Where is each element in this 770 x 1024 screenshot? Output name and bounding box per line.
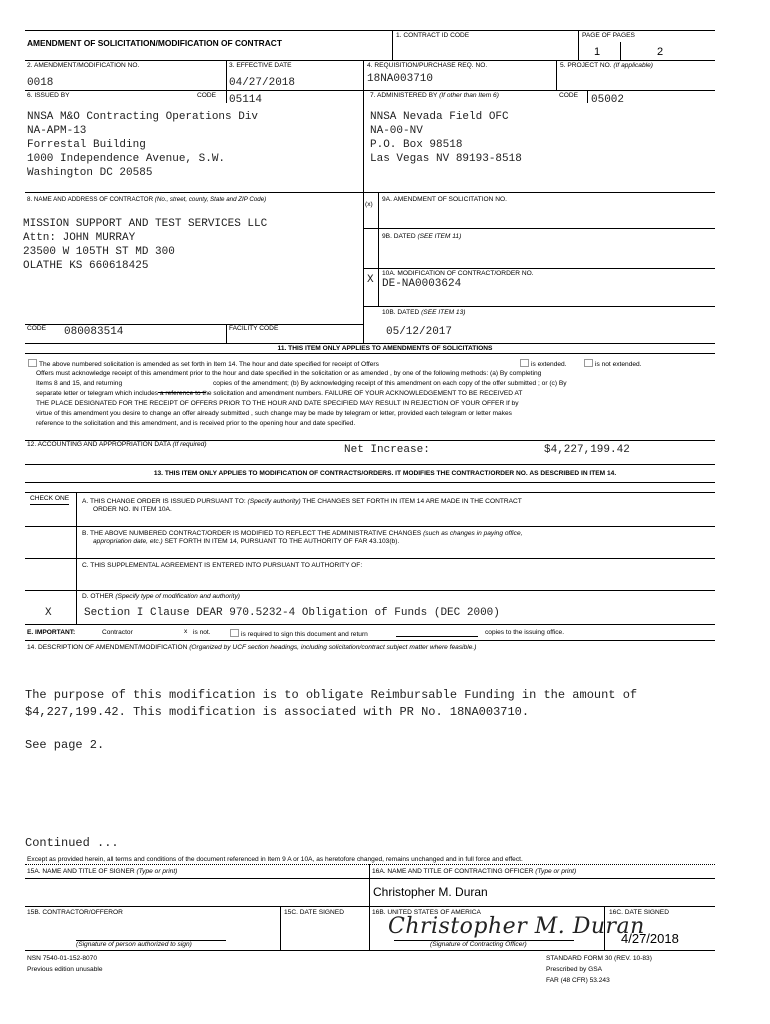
- rule: [25, 558, 715, 559]
- item11-heading: 11. THIS ITEM ONLY APPLIES TO AMENDMENTS OF SOLICITATIONS: [277, 345, 493, 352]
- rule: [25, 192, 715, 193]
- amendment-no-value: 0018: [27, 77, 54, 89]
- page-total: 2: [657, 46, 664, 58]
- rule: [396, 636, 478, 637]
- rule: [25, 343, 715, 344]
- item11-line6: virtue of this amendment you desire to change an offer already submitted , such change may be made by telegram or letter, provided each telegram or letter makes: [36, 410, 512, 417]
- rule: [587, 90, 588, 103]
- effective-date-label: 3. EFFECTIVE DATE: [229, 62, 292, 69]
- checkbox[interactable]: [230, 629, 239, 637]
- item11-line3a: Items 8 and 15, and returning: [36, 380, 123, 387]
- item13-heading: 13. THIS ITEM ONLY APPLIES TO MODIFICATION OF CONTRACTS/ORDERS. IT MODIFIES THE CONTRACT/ORDER NO. AS DESCRIBED IN ITEM 14.: [153, 470, 617, 477]
- admin-code-label: CODE: [559, 92, 579, 99]
- item13-d-check-mark: X: [45, 607, 52, 619]
- amendment-no-label: 2. AMENDMENT/MODIFICATION NO.: [27, 62, 140, 69]
- modification-dated-value: 05/12/2017: [386, 326, 453, 338]
- rule: [25, 482, 715, 483]
- signer-name-label: 15A. NAME AND TITLE OF SIGNER (Type or print): [27, 868, 178, 875]
- solicitation-no-label: 9A. AMENDMENT OF SOLICITATION NO.: [382, 196, 507, 203]
- rule: [25, 624, 715, 625]
- check-one-label: CHECK ONE: [30, 495, 69, 505]
- description-label: 14. DESCRIPTION OF AMENDMENT/MODIFICATION (Organized by UCF section headings, including solicitation/contract subject matter where feasible.): [27, 644, 477, 651]
- modification-check-mark: X: [367, 274, 374, 286]
- contractor-offeror-label: 15B. CONTRACTOR/OFFEROR: [27, 909, 123, 916]
- address-line: Attn: JOHN MURRAY: [23, 232, 136, 244]
- rule: [556, 60, 557, 90]
- rule: [226, 90, 227, 103]
- rule: [25, 950, 715, 951]
- address-line: Washington DC 20585: [27, 167, 153, 179]
- address-line: NA-APM-13: [27, 125, 87, 137]
- officer-signature-caption: (Signature of Contracting Officer): [430, 941, 527, 948]
- officer-signature: Christopher M. Duran: [388, 914, 645, 939]
- item13-a: A. THIS CHANGE ORDER IS ISSUED PURSUANT TO: (Specify authority) THE CHANGES SET FORTH IN ITEM 14 ARE MADE IN THE CONTRACT: [82, 498, 522, 505]
- item11-line1: The above numbered solicitation is amended as set forth in Item 14. The hour and date specified for receipt of Offers: [28, 359, 379, 370]
- address-line: NA-00-NV: [370, 125, 423, 137]
- administered-by-address: [370, 110, 522, 166]
- contractor-code-label: CODE: [27, 325, 47, 332]
- rule: [25, 464, 715, 465]
- rule: [369, 864, 370, 950]
- x-column-label: (x): [365, 201, 373, 208]
- contract-id-label: 1. CONTRACT ID CODE: [396, 32, 470, 39]
- extended-option: is extended.: [520, 359, 567, 370]
- item11-line7: reference to the solicitation and this amendment, and is received prior to the opening hour and date specified.: [36, 420, 356, 427]
- nsn-label: NSN 7540-01-152-8070: [27, 955, 98, 962]
- officer-name-value: Christopher M. Duran: [373, 885, 488, 899]
- rule: [25, 590, 715, 591]
- contractor-date-label: 15C. DATE SIGNED: [284, 909, 344, 916]
- important-contractor: Contractor: [102, 629, 133, 636]
- copies-label: copies to the issuing office.: [485, 629, 565, 636]
- issued-code-value: 05114: [229, 94, 263, 106]
- modification-no-value: DE-NA0003624: [382, 278, 462, 290]
- modification-dated-label: 10B. DATED (SEE ITEM 13): [382, 309, 466, 316]
- rule: [378, 192, 379, 307]
- rule: [25, 878, 715, 879]
- rule: [25, 526, 715, 527]
- address-line: OLATHE KS 660618425: [23, 260, 149, 272]
- facility-code-label: FACILITY CODE: [229, 325, 279, 332]
- rule: [76, 492, 77, 624]
- except-text: Except as provided herein, all terms and conditions of the document referenced in Item 9 A or 10A, as heretofore changed, remains unchanged and in full force and effect.: [27, 856, 523, 863]
- solicitation-dated-label: 9B. DATED (SEE ITEM 11): [382, 233, 462, 240]
- is-required-label: is required to sign this document and return: [230, 629, 368, 639]
- effective-date-value: 04/27/2018: [229, 77, 296, 89]
- requisition-label: 4. REQUISITION/PURCHASE REQ. NO.: [367, 62, 488, 69]
- is-not-mark: x: [184, 628, 188, 635]
- continued-label: Continued ...: [25, 836, 119, 850]
- address-line: P.O. Box 98518: [370, 139, 463, 151]
- checkbox[interactable]: [584, 359, 593, 367]
- project-no-label: 5. PROJECT NO. (If applicable): [560, 62, 653, 69]
- previous-edition-label: Previous edition unusable: [27, 966, 103, 973]
- admin-code-value: 05002: [591, 94, 625, 106]
- rule: [25, 90, 715, 91]
- address-line: Forrestal Building: [27, 139, 146, 151]
- description-para-3: See page 2.: [25, 738, 105, 752]
- checkbox[interactable]: [520, 359, 529, 367]
- address-line: MISSION SUPPORT AND TEST SERVICES LLC: [23, 218, 268, 230]
- item11-line3b: copies of the amendment; (b) By acknowledging receipt of this amendment on each copy of the offer submitted ; or (c) By: [213, 380, 567, 387]
- rule: [363, 268, 715, 269]
- requisition-value: 18NA003710: [367, 73, 434, 85]
- net-increase-label: Net Increase:: [344, 444, 430, 456]
- prescribed-by-label: Prescribed by GSA: [546, 966, 603, 973]
- item13-d-value: Section I Clause DEAR 970.5232-4 Obligation of Funds (DEC 2000): [84, 607, 500, 619]
- item13-d: D. OTHER (Specify type of modification and authority): [82, 593, 240, 600]
- form-title: AMENDMENT OF SOLICITATION/MODIFICATION OF CONTRACT: [27, 38, 282, 48]
- address-line: NNSA Nevada Field OFC: [370, 111, 509, 123]
- item13-c: C. THIS SUPPLEMENTAL AGREEMENT IS ENTERED INTO PURSUANT TO AUTHORITY OF:: [82, 562, 363, 569]
- contractor-code-value: 080083514: [64, 326, 124, 338]
- contractor-signature-caption: (Signature of person authorized to sign): [76, 941, 192, 948]
- rule: [363, 306, 715, 307]
- address-line: 23500 W 105TH ST MD 300: [23, 246, 175, 258]
- is-not-label: is not.: [193, 629, 211, 636]
- rule: [25, 492, 715, 493]
- page-number: 1: [594, 46, 601, 58]
- usa-label: 16B. UNITED STATES OF AMERICA: [372, 909, 481, 916]
- issued-code-label: CODE: [197, 92, 217, 99]
- address-line: 1000 Independence Avenue, S.W.: [27, 153, 226, 165]
- accounting-data-label: 12. ACCOUNTING AND APPROPRIATION DATA (If required): [27, 441, 207, 448]
- modification-no-label: 10A. MODIFICATION OF CONTRACT/ORDER NO.: [382, 270, 534, 277]
- item11-line2: Offers must acknowledge receipt of this amendment prior to the hour and date specified in the solicitation or as amended , by one of the following methods: (a) By completing: [36, 370, 542, 377]
- standard-form-label: STANDARD FORM 30 (REV. 10-83): [546, 955, 652, 962]
- rule: [578, 30, 579, 60]
- rule: [25, 640, 715, 641]
- administered-by-label: 7. ADMINISTERED BY (If other than Item 6): [370, 92, 499, 99]
- rule: [25, 60, 715, 61]
- officer-date-label: 16C. DATE SIGNED: [609, 909, 669, 916]
- rule: [620, 42, 621, 60]
- rule: [363, 228, 715, 229]
- officer-date-value: 4/27/2018: [621, 931, 679, 946]
- rule: [226, 324, 227, 343]
- rule: [280, 906, 281, 950]
- rule: [363, 192, 364, 344]
- item11-line5: THE PLACE DESIGNATED FOR THE RECEIPT OF OFFERS PRIOR TO THE HOUR AND DATE SPECIFIED MAY RESULT IN REJECTION OF YOUR OFFER If by: [36, 400, 519, 407]
- address-line: NNSA M&O Contracting Operations Div: [27, 111, 259, 123]
- rule: [25, 864, 715, 865]
- address-line: Las Vegas NV 89193-8518: [370, 153, 522, 165]
- far-label: FAR (48 CFR) 53.243: [546, 977, 610, 984]
- description-para-1: The purpose of this modification is to obligate Reimbursable Funding in the amount of: [25, 688, 638, 702]
- rule: [226, 60, 227, 90]
- issued-by-address: [27, 110, 258, 180]
- rule: [25, 353, 715, 354]
- rule: [25, 906, 715, 907]
- contractor-label: 8. NAME AND ADDRESS OF CONTRACTOR (No., street, county, State and ZIP Code): [27, 196, 267, 203]
- rule: [392, 30, 393, 60]
- officer-name-label: 16A. NAME AND TITLE OF CONTRACTING OFFICER (Type or print): [372, 868, 577, 875]
- contractor-address: [23, 217, 267, 273]
- checkbox[interactable]: [28, 359, 37, 367]
- item13-b-cont: appropriation date, etc.) SET FORTH IN ITEM 14, PURSUANT TO THE AUTHORITY OF FAR 43.103(b).: [93, 538, 400, 545]
- item13-b: B. THE ABOVE NUMBERED CONTRACT/ORDER IS MODIFIED TO REFLECT THE ADMINISTRATIVE CHANGES (such as changes in paying office,: [82, 530, 523, 537]
- issued-by-label: 6. ISSUED BY: [27, 92, 70, 99]
- item11-line4: separate letter or telegram which includes a reference to the solicitation and amendment numbers. FAILURE OF YOUR ACKNOWLEDGEMENT TO BE RECEIVED AT: [36, 390, 523, 397]
- description-para-2: $4,227,199.42. This modification is associated with PR No. 18NA003710.: [25, 705, 530, 719]
- rule: [363, 60, 364, 193]
- net-increase-value: $4,227,199.42: [544, 444, 630, 456]
- rule: [25, 30, 715, 31]
- page-of-pages-label: PAGE OF PAGES: [582, 32, 635, 39]
- important-label: E. IMPORTANT:: [27, 629, 76, 636]
- item13-a-cont: ORDER NO. IN ITEM 10A.: [93, 506, 172, 513]
- not-extended-option: is not extended.: [584, 359, 642, 370]
